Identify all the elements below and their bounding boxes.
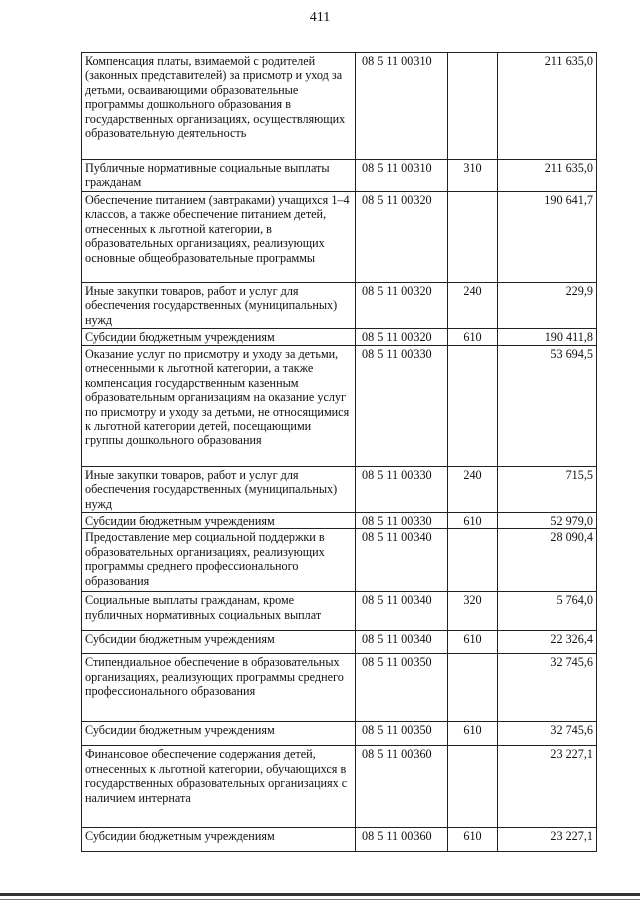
row-code: 08 5 11 00320 [356, 329, 448, 346]
row-kvr [448, 53, 498, 160]
row-kvr: 310 [448, 160, 498, 192]
row-code: 08 5 11 00330 [356, 467, 448, 513]
row-sum: 211 635,0 [498, 160, 597, 192]
scan-edge-line [0, 893, 640, 896]
row-name: Социальные выплаты гражданам, кроме публичных нормативных социальных выплат [82, 592, 356, 631]
row-kvr: 610 [448, 329, 498, 346]
row-kvr: 240 [448, 283, 498, 329]
row-name: Стипендиальное обеспечение в образовательных организациях, реализующих программы среднего профессионального образования [82, 654, 356, 722]
row-kvr [448, 346, 498, 467]
row-code: 08 5 11 00340 [356, 592, 448, 631]
row-name: Иные закупки товаров, работ и услуг для обеспечения государственных (муниципальных) нужд [82, 467, 356, 513]
row-sum: 190 641,7 [498, 192, 597, 283]
row-code: 08 5 11 00340 [356, 529, 448, 592]
row-name: Оказание услуг по присмотру и уходу за детьми, отнесенными к льготной категории, а также компенсация государственным казенным образовательным организациям на оказание услуг по присмотру и уходу за детьми, не относящимися к льготной категории детей, посещающими группы дошкольного образования [82, 346, 356, 467]
row-name: Компенсация платы, взимаемой с родителей (законных представителей) за присмотр и уход за детьми, осваивающими образовательные программы дошкольного образования в государственных организациях, осуществляющих образовательную деятельность [82, 53, 356, 160]
row-sum: 32 745,6 [498, 654, 597, 722]
row-name: Предоставление мер социальной поддержки в образовательных организациях, реализующих программы среднего профессионального образования [82, 529, 356, 592]
row-kvr: 320 [448, 592, 498, 631]
row-sum: 211 635,0 [498, 53, 597, 160]
table-row [82, 346, 597, 467]
row-kvr: 610 [448, 828, 498, 852]
row-kvr: 240 [448, 467, 498, 513]
table-row [82, 192, 597, 283]
table-row [82, 722, 597, 746]
row-kvr [448, 654, 498, 722]
row-kvr: 610 [448, 513, 498, 529]
page-number: 411 [309, 10, 331, 25]
row-code: 08 5 11 00330 [356, 513, 448, 529]
row-code: 08 5 11 00310 [356, 53, 448, 160]
row-sum: 23 227,1 [498, 828, 597, 852]
row-name: Субсидии бюджетным учреждениям [82, 631, 356, 654]
row-name: Субсидии бюджетным учреждениям [82, 828, 356, 852]
row-kvr [448, 192, 498, 283]
row-sum: 53 694,5 [498, 346, 597, 467]
row-code: 08 5 11 00350 [356, 654, 448, 722]
row-name: Иные закупки товаров, работ и услуг для обеспечения государственных (муниципальных) нужд [82, 283, 356, 329]
row-name: Субсидии бюджетным учреждениям [82, 722, 356, 746]
row-code: 08 5 11 00360 [356, 746, 448, 828]
row-code: 08 5 11 00320 [356, 283, 448, 329]
table-row [82, 529, 597, 592]
row-sum: 28 090,4 [498, 529, 597, 592]
table-row [82, 53, 597, 160]
scan-edge-line-thin [0, 899, 640, 900]
row-code: 08 5 11 00340 [356, 631, 448, 654]
row-name: Публичные нормативные социальные выплаты гражданам [82, 160, 356, 192]
row-sum: 23 227,1 [498, 746, 597, 828]
row-code: 08 5 11 00360 [356, 828, 448, 852]
table-row [82, 160, 597, 192]
table-row [82, 631, 597, 654]
row-name: Субсидии бюджетным учреждениям [82, 513, 356, 529]
table-row [82, 654, 597, 722]
budget-table [81, 52, 597, 852]
table-row [82, 329, 597, 346]
row-code: 08 5 11 00350 [356, 722, 448, 746]
row-kvr [448, 529, 498, 592]
row-sum: 32 745,6 [498, 722, 597, 746]
row-sum: 715,5 [498, 467, 597, 513]
row-code: 08 5 11 00310 [356, 160, 448, 192]
table-row [82, 828, 597, 852]
row-sum: 229,9 [498, 283, 597, 329]
row-code: 08 5 11 00330 [356, 346, 448, 467]
row-name: Обеспечение питанием (завтраками) учащихся 1–4 классов, а также обеспечение питанием детей, отнесенных к льготной категории, в образовательных организациях, реализующих основные общеобразовательные программы [82, 192, 356, 283]
table-row [82, 467, 597, 513]
row-sum: 22 326,4 [498, 631, 597, 654]
row-name: Субсидии бюджетным учреждениям [82, 329, 356, 346]
table-row [82, 746, 597, 828]
row-name: Финансовое обеспечение содержания детей, отнесенных к льготной категории, обучающихся в государственных образовательных организациях с наличием интерната [82, 746, 356, 828]
row-sum: 52 979,0 [498, 513, 597, 529]
row-sum: 5 764,0 [498, 592, 597, 631]
row-sum: 190 411,8 [498, 329, 597, 346]
row-code: 08 5 11 00320 [356, 192, 448, 283]
row-kvr: 610 [448, 722, 498, 746]
row-kvr [448, 746, 498, 828]
row-kvr: 610 [448, 631, 498, 654]
table-row [82, 592, 597, 631]
table-row [82, 513, 597, 529]
table-row [82, 283, 597, 329]
